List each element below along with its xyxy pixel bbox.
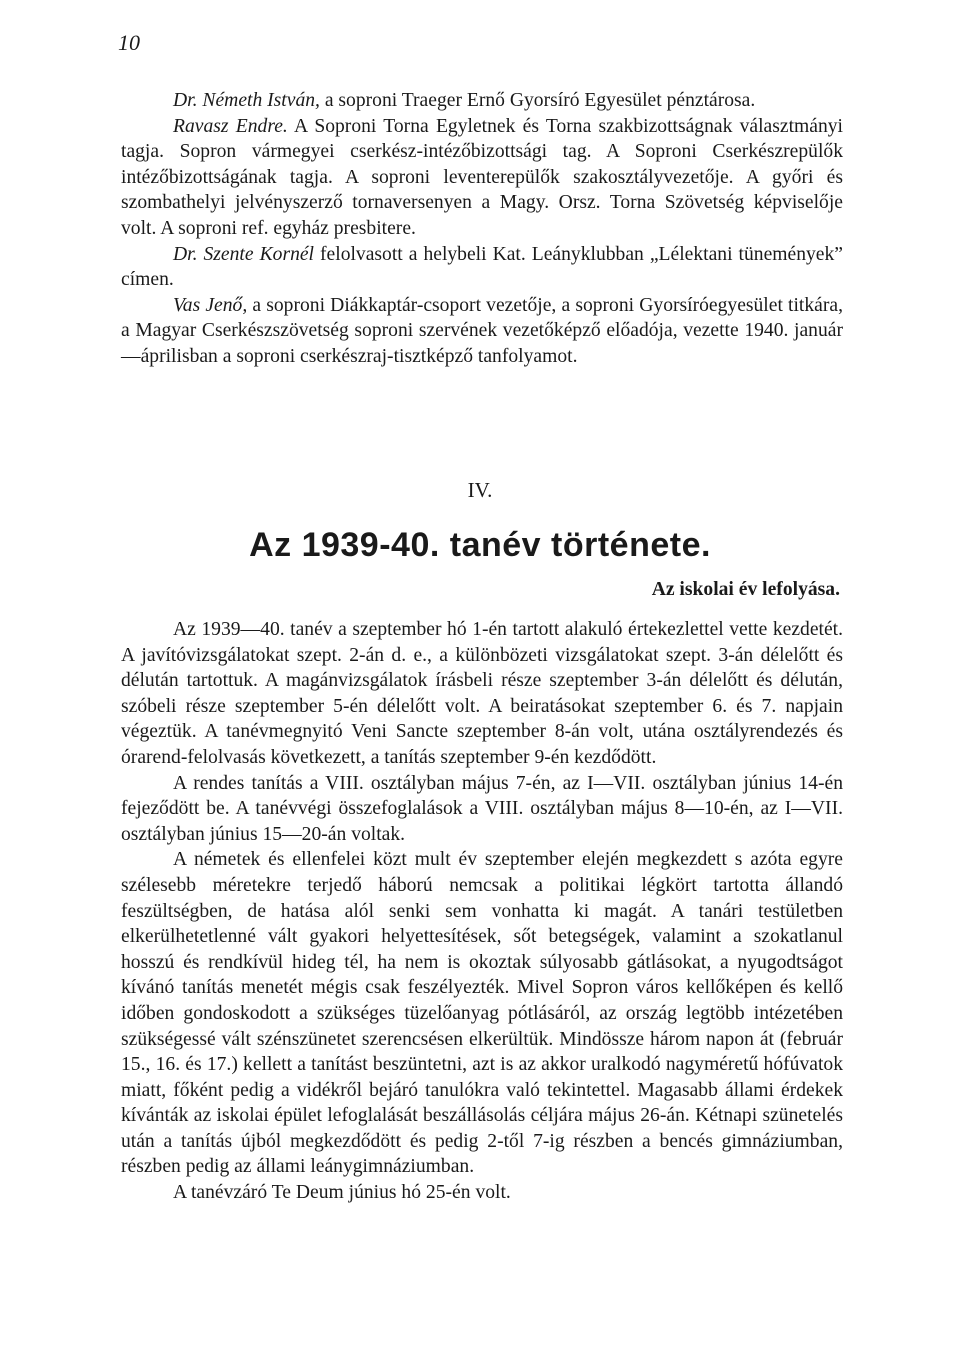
- staff-name: Dr. Szente Kornél: [173, 243, 315, 265]
- paragraph: Az 1939—40. tanév a szeptember hó 1-én tartott alakuló értekezlettel vette kezdetét. A javítóvizsgálatokat szept. 2-án d. e., a különbözeti vizsgálatokat szept. 3-án délelőtt és délután tartottuk. A magánvizsgálatok írásbeli része szeptember 3-án délelőtt és délután, szóbeli része szeptember 5-én délelőtt volt. A beiratásokat szeptember 6. és 7. napjain végeztük. A tanévmegnyitó Veni Sancte szeptember 8-án volt, utána osztályrendezés és órarend-felolvasás következett, a tanítás szeptember 9-én kezdődött.: [121, 619, 843, 768]
- school-year-text: [121, 617, 843, 1206]
- staff-description: felolvasott a helybeli Kat. Leányklubban „Lélektani tünemények” címen.: [121, 243, 843, 291]
- staff-description: a soproni Diákkaptár-csoport vezetője, a soproni Gyorsíróegyesület titkára, a Magyar Cserkészszövetség soproni szervének vezetőképző előadója, vezette 1940. január—áprilisban a soproni cserkészraj-tisztképző tanfolyamot.: [121, 294, 843, 367]
- paragraph: A rendes tanítás a VIII. osztályban május 7-én, az I—VII. osztályban június 14-én fejeződött be. A tanévvégi összefoglalások a VIII. osztályban május 8—10-én, az I—VII. osztályban június 15—20-án voltak.: [121, 772, 843, 845]
- staff-entry: [121, 242, 843, 293]
- section-title: Az 1939-40. tanév története.: [249, 526, 711, 564]
- staff-entry: [121, 114, 843, 242]
- subheading: Az iskolai év lefolyása.: [651, 579, 840, 600]
- staff-entry: [121, 88, 843, 114]
- paragraph: A tanévzáró Te Deum június hó 25-én volt.: [173, 1182, 511, 1204]
- staff-name: Dr. Németh István,: [173, 90, 320, 111]
- staff-entry: [121, 293, 843, 370]
- staff-name: Vas Jenő,: [173, 294, 248, 316]
- staff-name: Ravasz Endre.: [173, 115, 288, 137]
- staff-description: A Soproni Torna Egyletnek és Torna szakbizottságnak választmányi tagja. Sopron vármegyei cserkész-intézőbizottsági tag. A Soproni Cserkészrepülők intézőbizottságának tagja. A soproni leventerepülők szakosztályvezetője. A győri és szombathelyi jelvényszerző tornaversenyen a Magy. Orsz. Torna Szövetség képviselője volt. A soproni ref. egyház presbitere.: [121, 115, 843, 239]
- section-number: IV.: [467, 478, 493, 502]
- paragraph: A németek és ellenfelei közt mult év szeptember elején megkezdett s azóta egyre szélesebb méretekre terjedő háború nemcsak a politikai légkört tartotta állandó feszültségben, de hatása alól senki sem vonhatta ki magát. A tanári testületben elkerülhetetlenné vált gyakori helyettesítések, sőt betegségek, valamint a szokatlanul hosszú és rendkívül hideg tél, ha nem is okoztak súlyosabb gátlásokat, a nyugodtságot kívánó tanítás menetét mégis csak feszélyezték. Mivel Sopron város kellőképen és kellő időben gondoskodott a szükséges tüzelőanyag pótlásáról, az ország legtöbb intézetében szükségessé vált szénszünetet szerencsésen elkerültük. Mindössze három napon át (február 15., 16. és 17.) kellett a tanítást beszüntetni, azt is az akkor uralkodó nagyméretű hófúvatok miatt, főként pedig a vidékről bejáró tanulókra való tekintettel. Magasabb állami érdekek kívánták az iskolai épület lefoglalását beszállásolás céljára május 26-án. Kétnapi szünetelés után a tanítás újból megkezdődött és pedig 2-től 7-ig részben a bencés gimnáziumban, részben pedig az állami leánygimnáziumban.: [121, 849, 843, 1178]
- staff-notes: [121, 88, 843, 370]
- page-number: 10: [118, 30, 140, 55]
- staff-description: a soproni Traeger Ernő Gyorsíró Egyesület pénztárosa.: [319, 90, 756, 111]
